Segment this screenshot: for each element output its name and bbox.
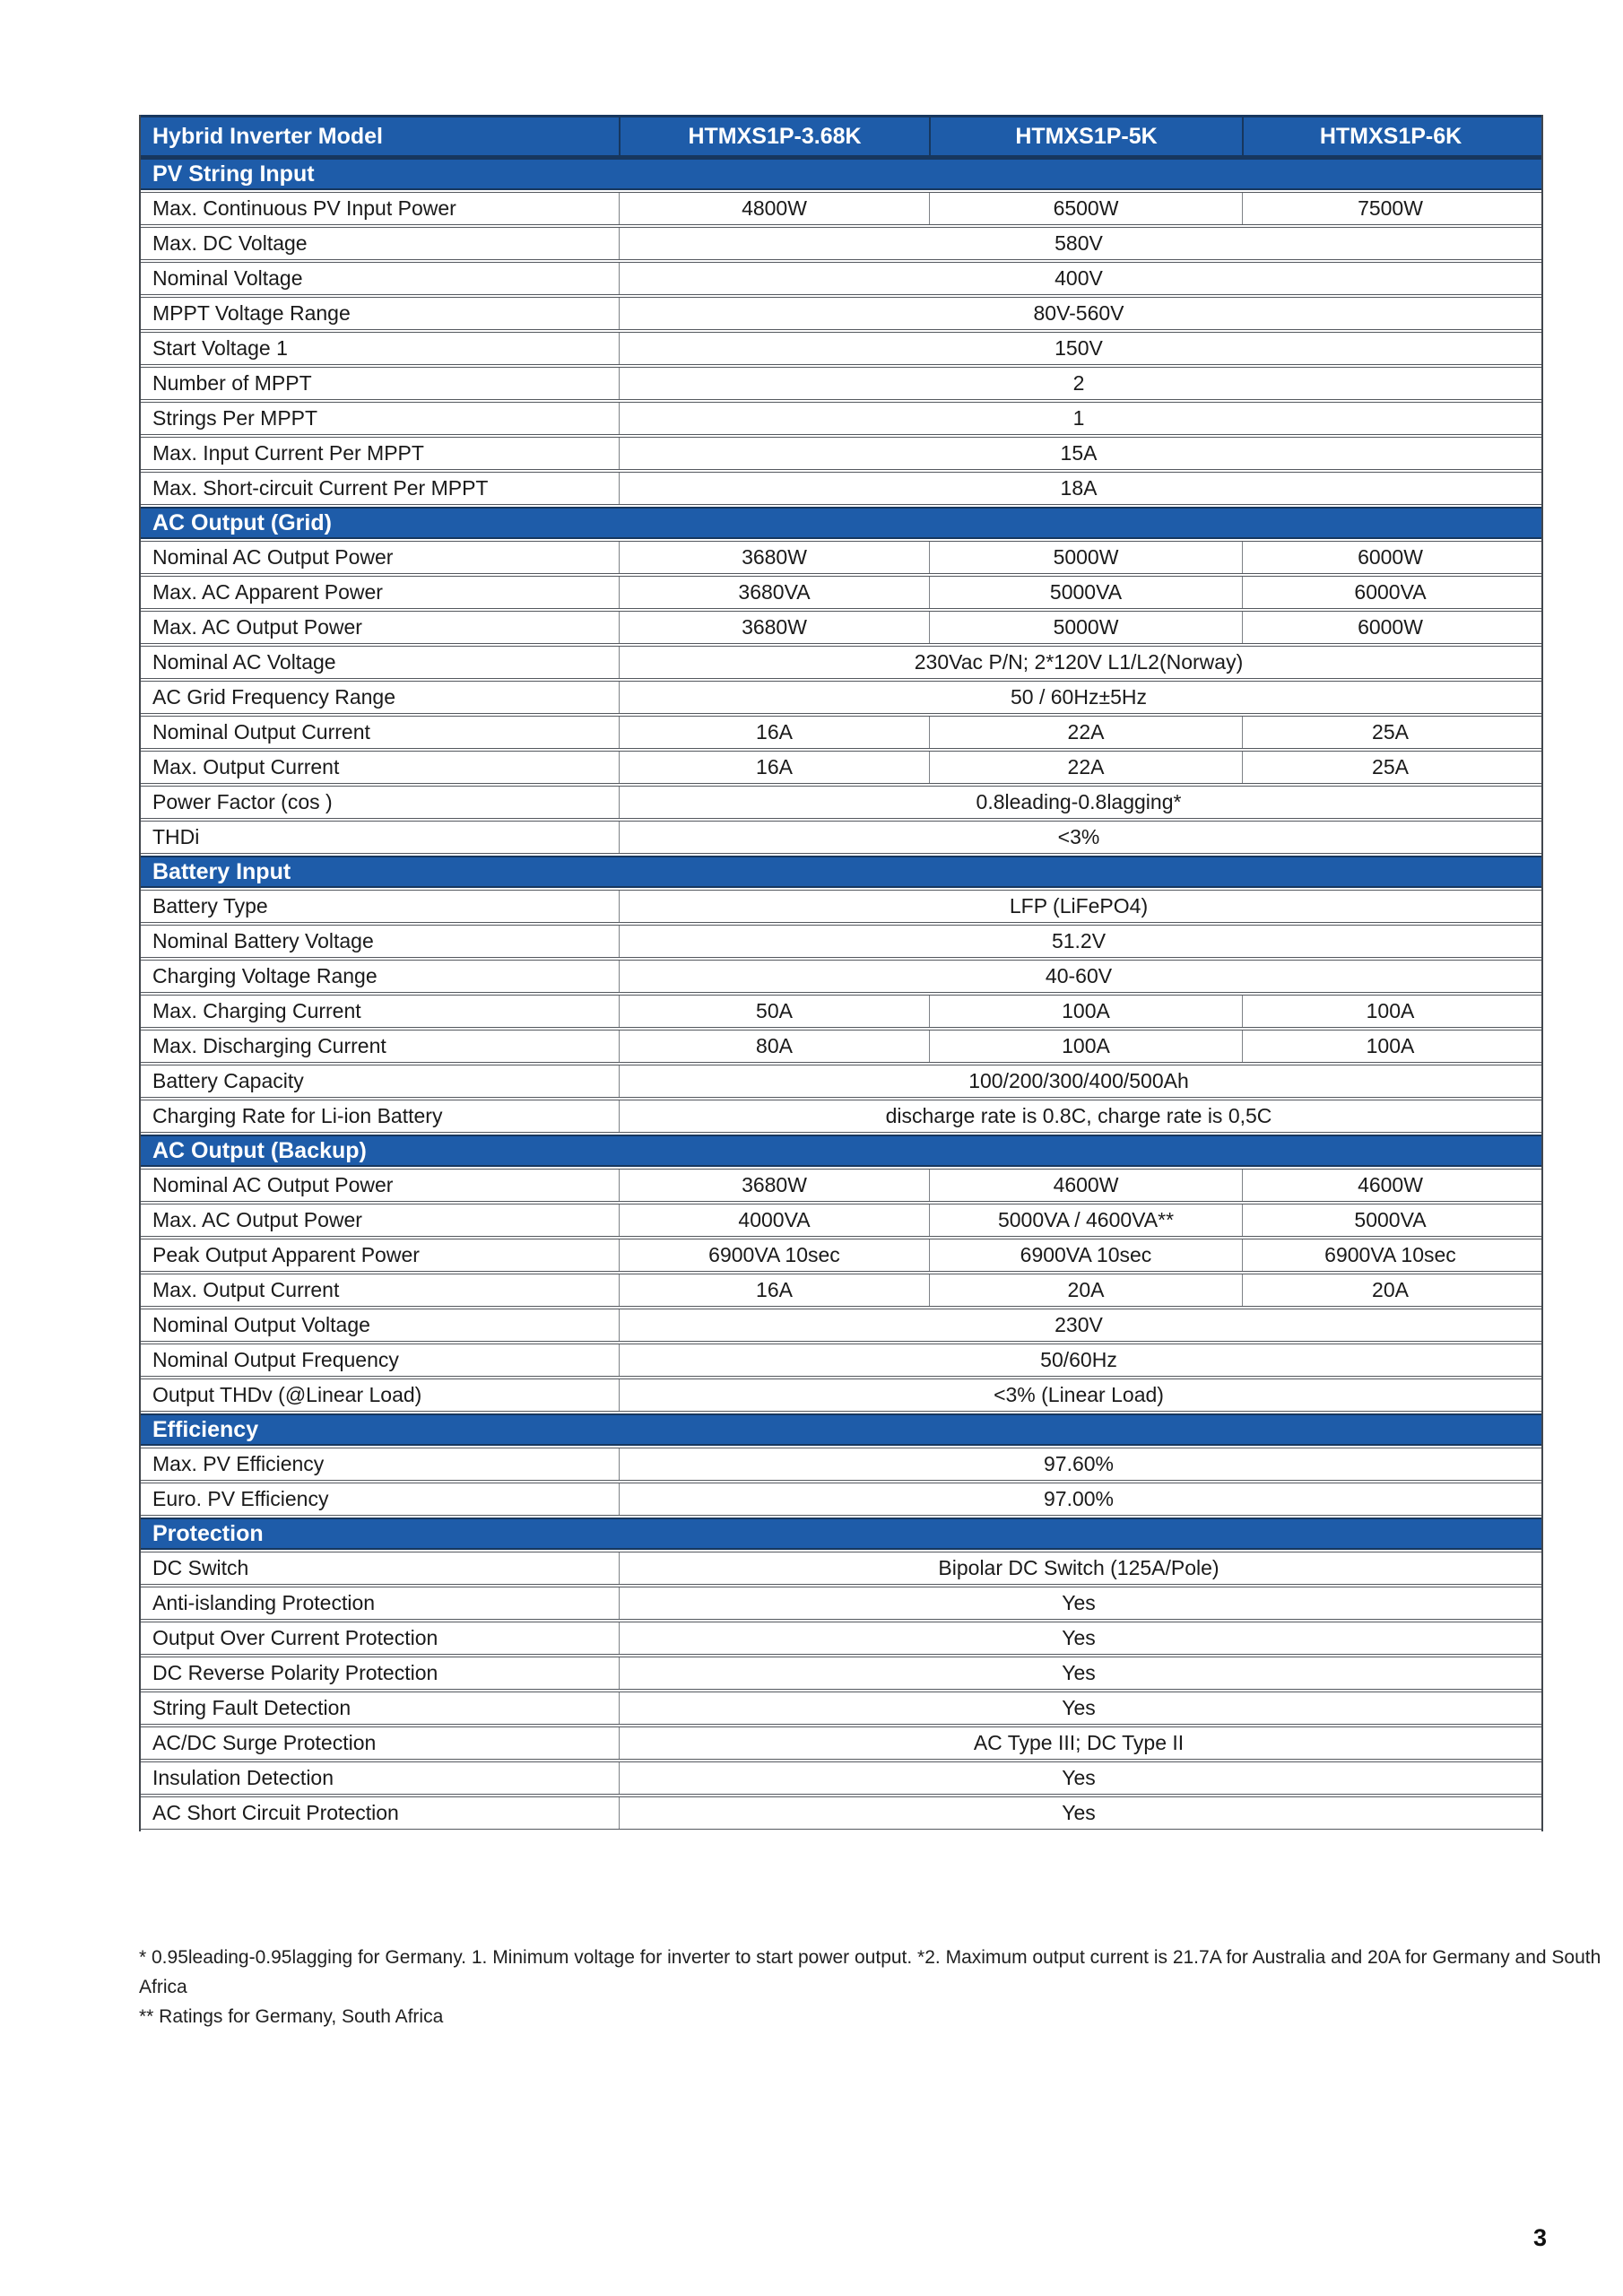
spec-row (141, 1483, 1541, 1516)
row-value: 6900VA 10sec (929, 1239, 1242, 1271)
spec-row (141, 576, 1541, 609)
row-value: 3680W (619, 1170, 929, 1201)
row-label: Output Over Current Protection (152, 1626, 438, 1649)
section-band: PV String Input (141, 158, 1541, 190)
spec-row (141, 960, 1541, 993)
row-value: 6900VA 10sec (1242, 1239, 1538, 1271)
spec-row (141, 1448, 1541, 1481)
spec-row (141, 227, 1541, 260)
row-label: AC Short Circuit Protection (152, 1801, 399, 1824)
spec-row (141, 890, 1541, 923)
row-value: 5000VA / 4600VA** (929, 1205, 1242, 1236)
row-value: 5000VA (1242, 1205, 1538, 1236)
row-label: Number of MPPT (152, 371, 312, 395)
row-value: 6000W (1242, 612, 1538, 643)
spec-row (141, 1761, 1541, 1795)
row-label: DC Switch (152, 1556, 249, 1579)
spec-row (141, 1344, 1541, 1377)
row-value-span: <3% (619, 822, 1538, 853)
spec-row (141, 1726, 1541, 1760)
row-label: Battery Capacity (152, 1069, 304, 1092)
row-value: 16A (619, 717, 929, 748)
row-label: String Fault Detection (152, 1696, 352, 1719)
row-value-span: 580V (619, 228, 1538, 259)
spec-row (141, 646, 1541, 679)
footnotes (139, 1943, 1623, 2031)
spec-row (141, 541, 1541, 574)
row-label: AC Grid Frequency Range (152, 685, 396, 709)
row-value-span: discharge rate is 0.8C, charge rate is 0,5C (619, 1100, 1538, 1132)
spec-row (141, 1030, 1541, 1063)
header-model-label: Hybrid Inverter Model (152, 123, 383, 149)
spec-row (141, 1657, 1541, 1690)
row-label: Max. Charging Current (152, 999, 361, 1022)
spec-row (141, 821, 1541, 854)
row-label: Nominal Output Frequency (152, 1348, 399, 1371)
spec-row (141, 332, 1541, 365)
table-header-row (141, 115, 1541, 158)
row-value-span: 15A (619, 438, 1538, 469)
row-label: Max. Output Current (152, 1278, 340, 1301)
row-value: 50A (619, 996, 929, 1027)
row-value: 80A (619, 1031, 929, 1062)
row-label: Max. PV Efficiency (152, 1452, 325, 1475)
row-value-span: 400V (619, 263, 1538, 294)
row-label: THDi (152, 825, 200, 848)
spec-row (141, 1100, 1541, 1133)
spec-row (141, 1796, 1541, 1830)
spec-row (141, 437, 1541, 470)
row-value-span: 97.60% (619, 1448, 1538, 1480)
row-value: 4800W (619, 193, 929, 224)
row-value: 3680W (619, 542, 929, 573)
row-label: Peak Output Apparent Power (152, 1243, 420, 1266)
row-value-span: Yes (619, 1762, 1538, 1794)
row-label: Nominal Battery Voltage (152, 929, 374, 952)
row-value-span: 230V (619, 1309, 1538, 1341)
row-value: 6000VA (1242, 577, 1538, 608)
spec-row (141, 1622, 1541, 1655)
row-value: 4000VA (619, 1205, 929, 1236)
row-label: Charging Voltage Range (152, 964, 378, 987)
row-label: Anti-islanding Protection (152, 1591, 376, 1614)
row-value-span: 100/200/300/400/500Ah (619, 1065, 1538, 1097)
section-band: Protection (141, 1518, 1541, 1550)
row-label: Output THDv (@Linear Load) (152, 1383, 422, 1406)
spec-row (141, 1309, 1541, 1342)
row-value: 20A (929, 1274, 1242, 1306)
row-value: 6000W (1242, 542, 1538, 573)
row-value: 25A (1242, 752, 1538, 783)
row-value: 22A (929, 717, 1242, 748)
row-label: Nominal AC Output Power (152, 545, 394, 569)
row-label: DC Reverse Polarity Protection (152, 1661, 438, 1684)
spec-row (141, 192, 1541, 225)
row-value: 4600W (929, 1170, 1242, 1201)
row-value-span: 230Vac P/N; 2*120V L1/L2(Norway) (619, 647, 1538, 678)
spec-row (141, 1239, 1541, 1272)
row-value-span: Bipolar DC Switch (125A/Pole) (619, 1552, 1538, 1584)
row-value-span: Yes (619, 1587, 1538, 1619)
spec-row (141, 1378, 1541, 1412)
section-band: Battery Input (141, 856, 1541, 888)
spec-row (141, 716, 1541, 749)
row-value: 5000W (929, 542, 1242, 573)
row-label: Max. Input Current Per MPPT (152, 441, 424, 465)
row-value-span: 80V-560V (619, 298, 1538, 329)
row-value: 16A (619, 752, 929, 783)
row-value: 5000W (929, 612, 1242, 643)
spec-row (141, 1204, 1541, 1237)
row-value: 100A (1242, 1031, 1538, 1062)
row-value-span: 50 / 60Hz±5Hz (619, 682, 1538, 713)
row-value: 100A (929, 1031, 1242, 1062)
row-value: 16A (619, 1274, 929, 1306)
row-value: 22A (929, 752, 1242, 783)
spec-table (139, 115, 1543, 1831)
spec-row (141, 681, 1541, 714)
page-number: 3 (1533, 2224, 1548, 2251)
row-value-span: 97.00% (619, 1483, 1538, 1515)
row-value-span: 18A (619, 473, 1538, 504)
row-label: Max. AC Output Power (152, 615, 362, 639)
spec-row (141, 1169, 1541, 1202)
spec-row (141, 367, 1541, 400)
row-label: Max. Output Current (152, 755, 340, 778)
spec-row (141, 402, 1541, 435)
row-value: 100A (1242, 996, 1538, 1027)
header-model-3: HTMXS1P-6K (1242, 117, 1538, 155)
row-label: Max. AC Output Power (152, 1208, 362, 1231)
footnote-line-1: * 0.95leading-0.95lagging for Germany. 1. Minimum voltage for inverter to start power output. *2. Maximum output current is 21.7A for Australia and 20A for Germany and South Africa (139, 1947, 1601, 1997)
row-label: Max. Continuous PV Input Power (152, 196, 456, 220)
spec-row (141, 1274, 1541, 1307)
row-value-span: 150V (619, 333, 1538, 364)
row-value-span: Yes (619, 1797, 1538, 1829)
row-label: Nominal AC Voltage (152, 650, 336, 674)
spec-row (141, 786, 1541, 819)
row-value-span: Yes (619, 1692, 1538, 1724)
row-label: Max. Discharging Current (152, 1034, 386, 1057)
row-label: MPPT Voltage Range (152, 301, 351, 325)
row-label: Max. Short-circuit Current Per MPPT (152, 476, 489, 500)
row-label: Nominal Voltage (152, 266, 303, 290)
section-band: Efficiency (141, 1413, 1541, 1446)
header-model-1: HTMXS1P-3.68K (619, 117, 929, 155)
row-label: Euro. PV Efficiency (152, 1487, 329, 1510)
spec-row (141, 1692, 1541, 1725)
row-label: Charging Rate for Li-ion Battery (152, 1104, 443, 1127)
row-value-span: 2 (619, 368, 1538, 399)
row-value-span: 0.8leading-0.8lagging* (619, 787, 1538, 818)
row-label: Insulation Detection (152, 1766, 334, 1789)
row-value: 100A (929, 996, 1242, 1027)
row-label: Battery Type (152, 894, 268, 918)
spec-row (141, 297, 1541, 330)
row-label: Nominal AC Output Power (152, 1173, 394, 1196)
row-label: Strings Per MPPT (152, 406, 318, 430)
row-value: 3680W (619, 612, 929, 643)
row-value: 7500W (1242, 193, 1538, 224)
row-label: Max. AC Apparent Power (152, 580, 383, 604)
row-label: Start Voltage 1 (152, 336, 288, 360)
row-label: Power Factor (cos ) (152, 790, 333, 813)
spec-row (141, 1065, 1541, 1098)
row-value-span: LFP (LiFePO4) (619, 891, 1538, 922)
section-band: AC Output (Grid) (141, 507, 1541, 539)
row-value: 20A (1242, 1274, 1538, 1306)
row-value-span: 1 (619, 403, 1538, 434)
section-band: AC Output (Backup) (141, 1135, 1541, 1167)
header-model-2: HTMXS1P-5K (929, 117, 1242, 155)
spec-row (141, 262, 1541, 295)
row-value-span: <3% (Linear Load) (619, 1379, 1538, 1411)
spec-row (141, 1587, 1541, 1620)
row-value: 5000VA (929, 577, 1242, 608)
row-label: Max. DC Voltage (152, 231, 308, 255)
spec-row (141, 1552, 1541, 1585)
spec-row (141, 925, 1541, 958)
spec-row (141, 472, 1541, 505)
row-value-span: AC Type III; DC Type II (619, 1727, 1538, 1759)
row-value-span: Yes (619, 1622, 1538, 1654)
row-value-span: 40-60V (619, 961, 1538, 992)
table-body (141, 158, 1541, 1830)
row-value: 6500W (929, 193, 1242, 224)
row-value: 6900VA 10sec (619, 1239, 929, 1271)
footnote-line-2: ** Ratings for Germany, South Africa (139, 2006, 444, 2027)
row-value-span: 50/60Hz (619, 1344, 1538, 1376)
spec-row (141, 611, 1541, 644)
row-value-span: 51.2V (619, 926, 1538, 957)
row-label: AC/DC Surge Protection (152, 1731, 377, 1754)
row-label: Nominal Output Current (152, 720, 370, 744)
row-label: Nominal Output Voltage (152, 1313, 370, 1336)
row-value: 25A (1242, 717, 1538, 748)
spec-row (141, 995, 1541, 1028)
row-value: 3680VA (619, 577, 929, 608)
row-value-span: Yes (619, 1657, 1538, 1689)
spec-row (141, 751, 1541, 784)
row-value: 4600W (1242, 1170, 1538, 1201)
